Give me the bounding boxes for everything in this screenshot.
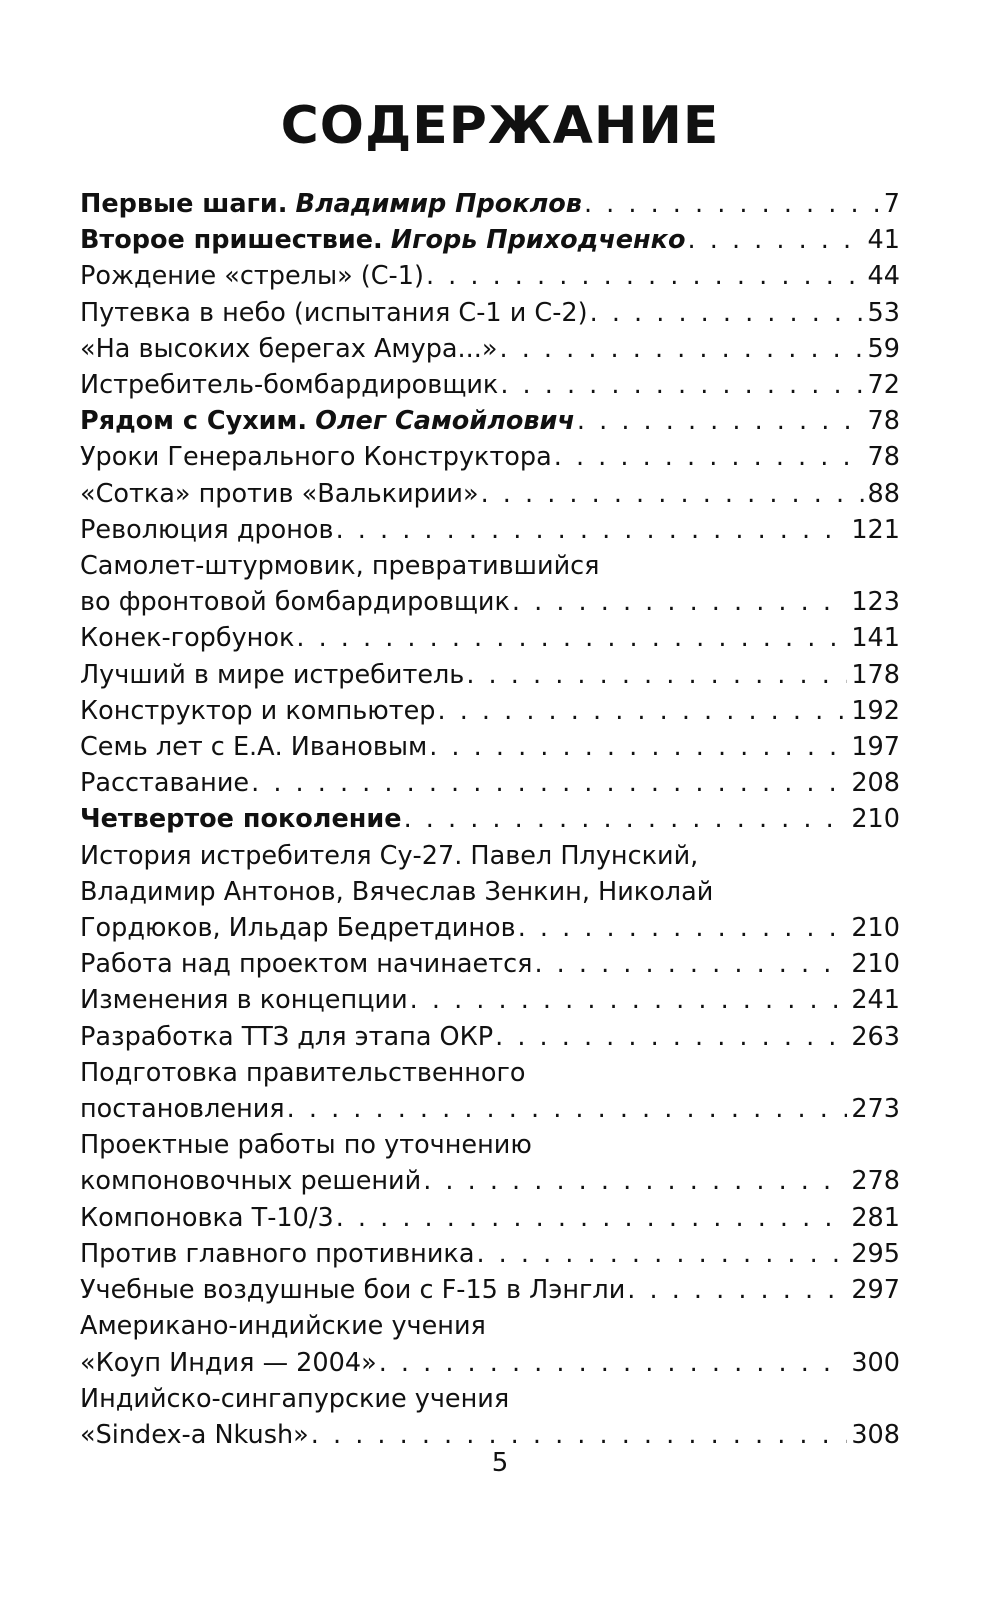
toc-entry-title-line: компоновочных решений xyxy=(80,1166,422,1197)
toc-entry-title-line: Подготовка правительственного xyxy=(80,1057,526,1088)
toc-entry-page: 192 xyxy=(851,695,900,726)
toc-entry xyxy=(80,1308,900,1380)
toc-entry xyxy=(80,1019,900,1055)
toc-entry xyxy=(80,946,900,982)
dot-leader xyxy=(438,693,848,729)
toc-entry-page: 273 xyxy=(851,1094,900,1125)
toc-entry-title-line: Гордюков, Ильдар Бедретдинов xyxy=(80,913,516,944)
toc-entry-title: Учебные воздушные бои с F-15 в Лэнгли xyxy=(80,1275,626,1306)
toc-entry-title-line: «Коуп Индия — 2004» xyxy=(80,1347,377,1378)
toc-entry-title-line: Американо-индийские учения xyxy=(80,1311,486,1342)
toc-entry-title-line: Проектные работы по уточнению xyxy=(80,1130,532,1161)
toc-entry-page: 141 xyxy=(851,623,900,654)
toc-entry-title: Уроки Генерального Конструктора xyxy=(80,442,552,473)
toc-entry-title: Изменения в концепции xyxy=(80,985,408,1016)
toc-entry-title: Семь лет с Е.А. Ивановым xyxy=(80,732,428,763)
toc-entry xyxy=(80,548,900,620)
table-of-contents xyxy=(80,186,900,1453)
toc-entry-title: Лучший в мире истребитель xyxy=(80,659,465,690)
toc-entry-title: Конек-горбунок xyxy=(80,623,295,654)
dot-leader xyxy=(688,222,864,258)
dot-leader xyxy=(466,657,847,693)
toc-entry-page: 295 xyxy=(851,1238,900,1269)
toc-entry-page: 7 xyxy=(883,189,900,219)
toc-entry-title-line: «Sindex-a Nkush» xyxy=(80,1419,309,1450)
toc-entry-title: Рождение «стрелы» (С-1) xyxy=(80,261,424,292)
toc-entry-page: 210 xyxy=(851,949,900,980)
dot-leader xyxy=(554,439,864,475)
toc-entry-title: Второе пришествие. xyxy=(80,225,383,256)
toc-entry-title-line: История истребителя Су-27. Павел Плунский, xyxy=(80,840,699,871)
toc-entry-author: Олег Самойлович xyxy=(315,406,575,437)
toc-entry-page: 178 xyxy=(851,659,900,690)
toc-entry xyxy=(80,1200,900,1236)
toc-entry-title: Истребитель-бомбардировщик xyxy=(80,370,499,401)
toc-entry xyxy=(80,620,900,656)
toc-entry-title: Расставание xyxy=(80,768,250,799)
toc-entry-page: 281 xyxy=(851,1202,900,1233)
toc-entry xyxy=(80,982,900,1018)
toc-entry-page: 44 xyxy=(867,261,900,292)
toc-entry-title-line: Владимир Антонов, Вячеслав Зенкин, Николай xyxy=(80,876,714,907)
toc-entry-page: 53 xyxy=(867,297,900,328)
toc-entry xyxy=(80,403,900,439)
dot-leader xyxy=(577,403,864,439)
toc-entry-page: 78 xyxy=(867,442,900,473)
toc-entry-page: 300 xyxy=(851,1347,900,1378)
dot-leader xyxy=(404,801,848,837)
toc-entry-page: 59 xyxy=(867,333,900,364)
toc-entry-page: 210 xyxy=(851,913,900,944)
dot-leader xyxy=(426,258,864,294)
dot-leader xyxy=(423,1163,847,1199)
toc-entry-title: Четвертое поколение xyxy=(80,804,402,835)
toc-entry xyxy=(80,331,900,367)
dot-leader xyxy=(287,1091,848,1127)
toc-entry-title: Путевка в небо (испытания С-1 и С-2) xyxy=(80,297,588,328)
dot-leader xyxy=(296,620,847,656)
dot-leader xyxy=(590,295,864,331)
toc-entry-page: 308 xyxy=(851,1419,900,1450)
toc-entry-title-line: Индийско-сингапурские учения xyxy=(80,1383,510,1414)
dot-leader xyxy=(534,946,847,982)
toc-entry xyxy=(80,765,900,801)
toc-entry-page: 121 xyxy=(851,514,900,545)
toc-entry-author: Владимир Проклов xyxy=(295,189,582,219)
dot-leader xyxy=(379,1345,848,1381)
toc-entry-author: Игорь Приходченко xyxy=(390,225,686,256)
toc-entry-title: Рядом с Сухим. xyxy=(80,406,308,437)
toc-entry-page: 41 xyxy=(867,225,900,256)
toc-entry-page: 197 xyxy=(851,732,900,763)
toc-entry-title: «Сотка» против «Валькирии» xyxy=(80,478,479,509)
dot-leader xyxy=(495,1019,847,1055)
toc-entry xyxy=(80,258,900,294)
dot-leader xyxy=(251,765,847,801)
toc-entry xyxy=(80,186,900,222)
toc-entry-title-line: во фронтовой бомбардировщик xyxy=(80,587,510,618)
dot-leader xyxy=(512,584,847,620)
toc-entry-title: Первые шаги. xyxy=(80,189,288,219)
toc-entry xyxy=(80,1236,900,1272)
page-number: 5 xyxy=(491,1448,509,1478)
dot-leader xyxy=(476,1236,847,1272)
toc-entry-title-line: постановления xyxy=(80,1094,285,1125)
toc-entry xyxy=(80,693,900,729)
page-title: СОДЕРЖАНИЕ xyxy=(280,96,720,156)
toc-entry xyxy=(80,1127,900,1199)
dot-leader xyxy=(627,1272,847,1308)
dot-leader xyxy=(336,1200,848,1236)
toc-entry-page: 241 xyxy=(851,985,900,1016)
toc-entry-title: Разработка ТТЗ для этапа ОКР xyxy=(80,1021,494,1052)
toc-entry-title: Конструктор и компьютер xyxy=(80,695,436,726)
toc-entry xyxy=(80,439,900,475)
dot-leader xyxy=(500,367,863,403)
toc-entry-page: 278 xyxy=(851,1166,900,1197)
toc-entry-page: 78 xyxy=(867,406,900,437)
toc-entry xyxy=(80,222,900,258)
toc-entry-title: Компоновка Т-10/3 xyxy=(80,1202,334,1233)
toc-entry xyxy=(80,367,900,403)
toc-entry xyxy=(80,1055,900,1127)
toc-entry xyxy=(80,512,900,548)
toc-entry-page: 72 xyxy=(867,370,900,401)
toc-entry-page: 88 xyxy=(867,478,900,509)
toc-entry-title: «На высоких берегах Амура...» xyxy=(80,333,498,364)
toc-entry xyxy=(80,1381,900,1453)
dot-leader xyxy=(499,331,863,367)
toc-entry-page: 210 xyxy=(851,804,900,835)
toc-entry xyxy=(80,801,900,837)
dot-leader xyxy=(518,910,848,946)
dot-leader xyxy=(410,982,848,1018)
toc-entry-page: 123 xyxy=(851,587,900,618)
toc-entry xyxy=(80,1272,900,1308)
toc-entry-page: 263 xyxy=(851,1021,900,1052)
dot-leader xyxy=(336,512,848,548)
toc-entry-title: Против главного противника xyxy=(80,1238,475,1269)
toc-entry xyxy=(80,295,900,331)
toc-entry-title: Работа над проектом начинается xyxy=(80,949,533,980)
toc-entry-page: 297 xyxy=(851,1275,900,1306)
toc-entry xyxy=(80,476,900,512)
dot-leader xyxy=(584,186,880,222)
toc-entry xyxy=(80,657,900,693)
dot-leader xyxy=(429,729,847,765)
toc-entry-page: 208 xyxy=(851,768,900,799)
toc-entry-title-line: Самолет-штурмовик, превратившийся xyxy=(80,551,600,582)
toc-entry xyxy=(80,729,900,765)
dot-leader xyxy=(481,476,864,512)
toc-entry-title: Революция дронов xyxy=(80,514,334,545)
toc-entry xyxy=(80,838,900,947)
